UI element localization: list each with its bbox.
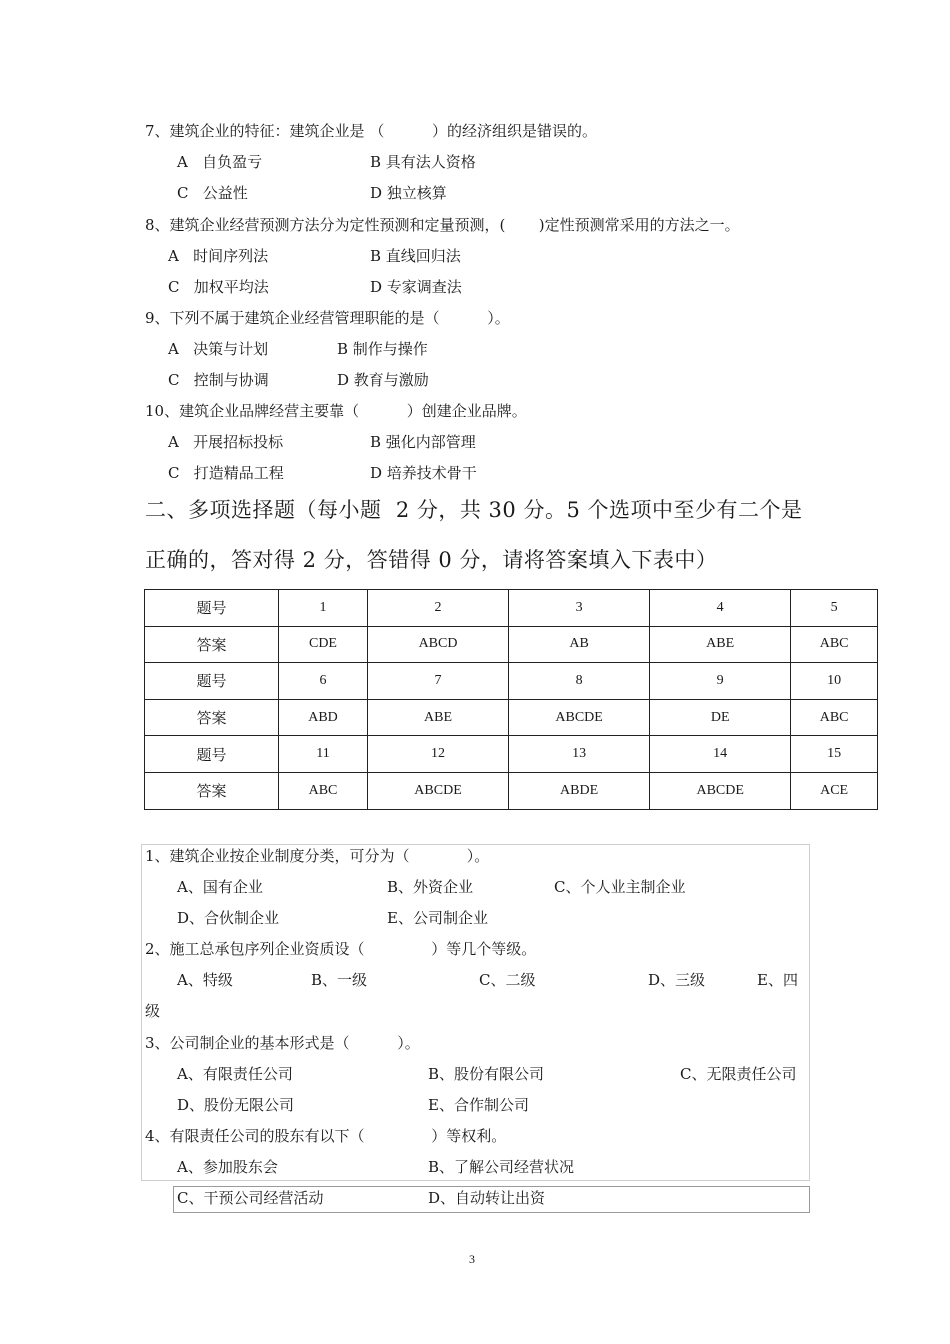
number-cell: 9 (650, 663, 791, 700)
option-b: B、外资企业 (387, 878, 474, 896)
answer-cell: ABC (791, 626, 878, 663)
option-c: C 公益性 (177, 184, 248, 202)
option-e: E、合作制公司 (428, 1096, 529, 1114)
option-c: C、干预公司经营活动 (177, 1189, 324, 1207)
option-a: A、国有企业 (177, 878, 263, 896)
answer-cell: ABC (791, 699, 878, 736)
answer-cell: ABE (367, 699, 508, 736)
option-wrap-text: 级 (145, 1002, 161, 1020)
table-row (145, 626, 878, 663)
option-a: A 开展招标投标 (168, 433, 284, 451)
option-d: D 专家调查法 (370, 278, 462, 296)
option-c: C 打造精品工程 (168, 464, 284, 482)
answer-cell: ACE (791, 772, 878, 809)
question-stem: 4、有限责任公司的股东有以下（ ）等权利。 (145, 1127, 507, 1145)
number-cell: 6 (279, 663, 368, 700)
table-row (145, 736, 878, 773)
option-c: C 加权平均法 (168, 278, 269, 296)
option-d: D、自动转让出资 (428, 1189, 546, 1207)
option-b: B 直线回归法 (370, 247, 461, 265)
number-cell: 3 (509, 590, 650, 627)
option-c: C 控制与协调 (168, 371, 269, 389)
question-stem: 8、建筑企业经营预测方法分为定性预测和定量预测，( )定性预测常采用的方法之一。 (145, 216, 740, 234)
option-d: D 独立核算 (370, 184, 447, 202)
option-c: C、个人业主制企业 (554, 878, 686, 896)
number-cell: 15 (791, 736, 878, 773)
number-label-cell: 题号 (145, 590, 279, 627)
option-b: B、股份有限公司 (428, 1065, 545, 1083)
answer-cell: ABCDE (509, 699, 650, 736)
answer-label-cell: 答案 (145, 626, 279, 663)
question-stem: 3、公司制企业的基本形式是（ ）。 (145, 1034, 420, 1052)
option-b: B、了解公司经营状况 (428, 1158, 575, 1176)
section-heading-line-1: 二、多项选择题（每小题 2 分，共 30 分。5 个选项中至少有二个是 (145, 498, 803, 522)
answer-cell: CDE (279, 626, 368, 663)
option-a: A 决策与计划 (168, 340, 269, 358)
answer-cell: ABCDE (650, 772, 791, 809)
table-row (145, 772, 878, 809)
option-a: A 自负盈亏 (177, 153, 263, 171)
table-row (145, 590, 878, 627)
option-a: A、参加股东会 (177, 1158, 278, 1176)
answer-cell: ABCDE (367, 772, 508, 809)
answer-cell: ABC (279, 772, 368, 809)
option-d: D、合伙制企业 (177, 909, 280, 927)
number-cell: 1 (279, 590, 368, 627)
number-cell: 11 (279, 736, 368, 773)
answer-cell: DE (650, 699, 791, 736)
question-stem: 1、建筑企业按企业制度分类，可分为（ ）。 (145, 847, 490, 865)
table-row (145, 663, 878, 700)
option-a: A、特级 (177, 971, 233, 989)
option-b: B 制作与操作 (337, 340, 428, 358)
answer-label-cell: 答案 (145, 772, 279, 809)
question-stem: 9、下列不属于建筑企业经营管理职能的是（ ）。 (145, 309, 510, 327)
number-label-cell: 题号 (145, 736, 279, 773)
question-stem: 7、建筑企业的特征：建筑企业是 （ ）的经济组织是错误的。 (145, 122, 597, 140)
option-b: B 强化内部管理 (370, 433, 476, 451)
answer-cell: ABCD (367, 626, 508, 663)
option-e: E、公司制企业 (387, 909, 488, 927)
answer-cell: ABD (279, 699, 368, 736)
number-cell: 13 (509, 736, 650, 773)
option-c: C、二级 (479, 971, 536, 989)
option-b: B、一级 (311, 971, 368, 989)
number-cell: 14 (650, 736, 791, 773)
number-cell: 7 (367, 663, 508, 700)
answer-cell: ABDE (509, 772, 650, 809)
answer-label-cell: 答案 (145, 699, 279, 736)
answer-cell: ABE (650, 626, 791, 663)
option-b: B 具有法人资格 (370, 153, 476, 171)
option-c: C、无限责任公司 (680, 1065, 797, 1083)
number-label-cell: 题号 (145, 663, 279, 700)
option-e: E、四 (757, 971, 798, 989)
section-heading-line-2: 正确的，答对得 2 分，答错得 0 分，请将答案填入下表中） (145, 548, 718, 572)
table-row (145, 699, 878, 736)
option-d: D、三级 (648, 971, 706, 989)
page-number: 3 (469, 1252, 475, 1266)
option-a: A 时间序列法 (168, 247, 269, 265)
option-d: D 培养技术骨干 (370, 464, 477, 482)
question-stem: 2、施工总承包序列企业资质设（ ）等几个等级。 (145, 940, 537, 958)
option-a: A、有限责任公司 (177, 1065, 293, 1083)
number-cell: 10 (791, 663, 878, 700)
option-d: D、股份无限公司 (177, 1096, 295, 1114)
number-cell: 5 (791, 590, 878, 627)
option-d: D 教育与激励 (337, 371, 429, 389)
number-cell: 8 (509, 663, 650, 700)
question-stem: 10、建筑企业品牌经营主要靠（ ）创建企业品牌。 (145, 402, 527, 420)
answer-cell: AB (509, 626, 650, 663)
number-cell: 2 (367, 590, 508, 627)
number-cell: 4 (650, 590, 791, 627)
number-cell: 12 (367, 736, 508, 773)
answer-table (144, 589, 878, 810)
